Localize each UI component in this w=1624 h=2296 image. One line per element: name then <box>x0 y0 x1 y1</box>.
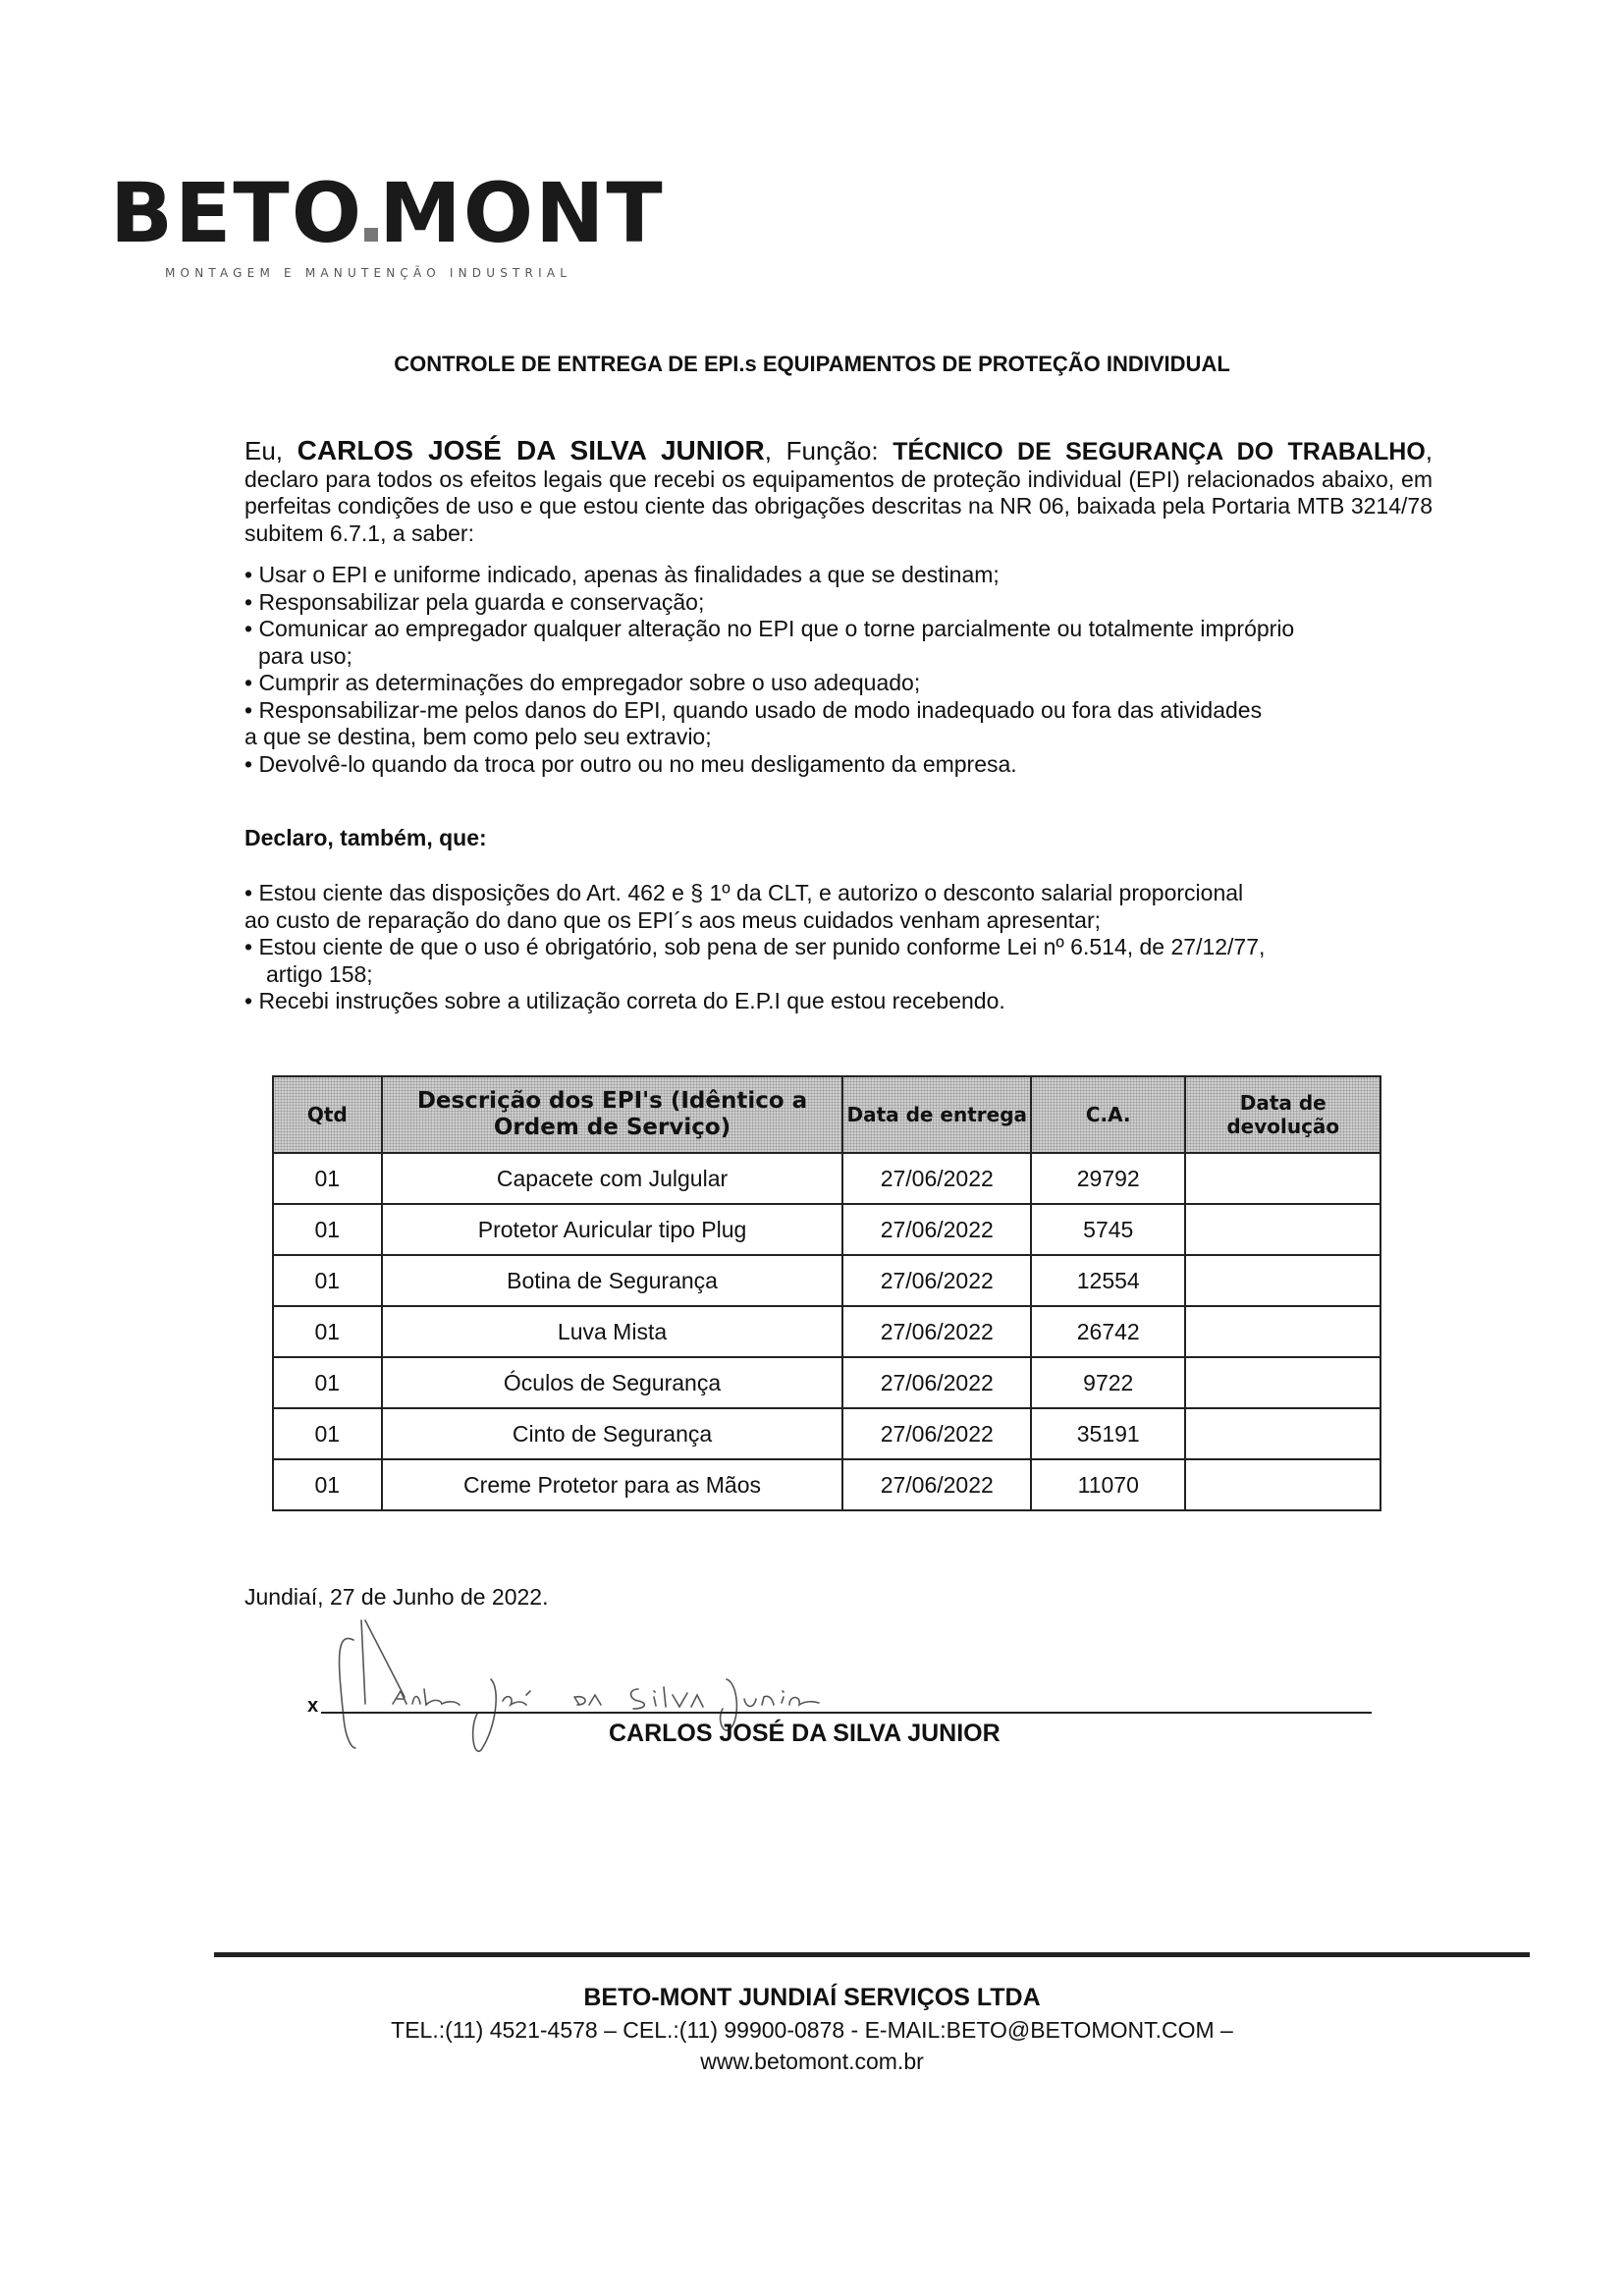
signatory-name: CARLOS JOSÉ DA SILVA JUNIOR <box>609 1720 1001 1747</box>
obligation-item: • Cumprir as determinações do empregador sobre o uso adequado; <box>244 670 921 695</box>
intro-eu: Eu, <box>244 436 298 465</box>
header-delivery-date: Data de entrega <box>842 1076 1031 1153</box>
cell-return-date <box>1185 1255 1380 1306</box>
cell-return-date <box>1185 1153 1380 1204</box>
signature-line <box>321 1712 1372 1714</box>
cell-ca: 5745 <box>1031 1204 1185 1255</box>
footer-divider <box>214 1952 1530 1957</box>
cell-delivery-date: 27/06/2022 <box>842 1153 1031 1204</box>
cell-qtd: 01 <box>273 1255 382 1306</box>
obligation-item: • Responsabilizar pela guarda e conservação; <box>244 588 705 615</box>
cell-ca: 29792 <box>1031 1153 1185 1204</box>
employee-role: TÉCNICO DE SEGURANÇA DO TRABALHO <box>893 438 1426 465</box>
obligation-item: • Responsabilizar-me pelos danos do EPI, quando usado de modo inadequado ou fora das atividades <box>244 696 1263 723</box>
cell-description: Óculos de Segurança <box>382 1357 843 1408</box>
obligation-item-continuation: para uso; <box>258 642 352 669</box>
employee-name: CARLOS JOSÉ DA SILVA JUNIOR <box>297 435 765 465</box>
intro-paragraph <box>244 437 1433 547</box>
logo-text-right: MONT <box>379 165 665 261</box>
obligation-item: • Comunicar ao empregador qualquer alteração no EPI que o torne parcialmente ou totalmente impróprio <box>244 616 1295 641</box>
obligation-item: • Devolvê-lo quando da troca por outro ou no meu desligamento da empresa. <box>244 750 1017 777</box>
cell-return-date <box>1185 1204 1380 1255</box>
logo-dot-icon <box>364 228 378 242</box>
company-logo <box>110 165 665 261</box>
declaro-item: • Estou ciente das disposições do Art. 462 e § 1º da CLT, e autorizo o desconto salarial proporcional <box>244 880 1244 905</box>
obligations-list <box>244 562 1452 778</box>
cell-qtd: 01 <box>273 1357 382 1408</box>
obligation-item: • Usar o EPI e uniforme indicado, apenas às finalidades a que se destinam; <box>244 562 1000 587</box>
cell-description: Luva Mista <box>382 1306 843 1357</box>
cell-ca: 12554 <box>1031 1255 1185 1306</box>
cell-delivery-date: 27/06/2022 <box>842 1306 1031 1357</box>
intro-text: declaro para todos os efeitos legais que recebi os equipamentos de proteção individual (EPI) relacionados abaixo, em perfeitas condições de uso e que estou ciente das obrigações descritas na NR 06, baixada pela Portaria MTB 3214/78 subitem 6.7.1, a saber: <box>244 465 1433 546</box>
cell-ca: 35191 <box>1031 1408 1185 1459</box>
cell-qtd: 01 <box>273 1459 382 1510</box>
cell-qtd: 01 <box>273 1153 382 1204</box>
cell-delivery-date: 27/06/2022 <box>842 1357 1031 1408</box>
footer-contact-info: TEL.:(11) 4521-4578 – CEL.:(11) 99900-0878 - E-MAIL:BETO@BETOMONT.COM – <box>391 2017 1233 2043</box>
document-title: CONTROLE DE ENTREGA DE EPI.s EQUIPAMENTOS DE PROTEÇÃO INDIVIDUAL <box>394 352 1230 376</box>
obligation-item-continuation: a que se destina, bem como pelo seu extravio; <box>244 724 712 749</box>
table-row <box>273 1306 1380 1357</box>
logo-text-left: BETO <box>110 165 364 261</box>
footer-website: www.betomont.com.br <box>700 2049 924 2074</box>
declaro-item: • Recebi instruções sobre a utilização correta do E.P.I que estou recebendo. <box>244 988 1005 1013</box>
cell-qtd: 01 <box>273 1306 382 1357</box>
table-row <box>273 1204 1380 1255</box>
cell-description: Creme Protetor para as Mãos <box>382 1459 843 1510</box>
header-description: Descrição dos EPI's (Idêntico a Ordem de Serviço) <box>382 1076 843 1153</box>
intro-comma: , <box>1425 436 1433 465</box>
epi-table <box>272 1075 1381 1511</box>
cell-delivery-date: 27/06/2022 <box>842 1255 1031 1306</box>
table-row <box>273 1357 1380 1408</box>
declaro-item-continuation: ao custo de reparação do dano que os EPI´s aos meus cuidados venham apresentar; <box>244 906 1101 933</box>
cell-description: Capacete com Julgular <box>382 1153 843 1204</box>
cell-delivery-date: 27/06/2022 <box>842 1204 1031 1255</box>
logo-tagline: MONTAGEM E MANUTENÇÃO INDUSTRIAL <box>165 266 572 280</box>
header-qtd: Qtd <box>273 1076 382 1153</box>
table-header-row <box>273 1076 1380 1153</box>
cell-delivery-date: 27/06/2022 <box>842 1408 1031 1459</box>
footer-company-name: BETO-MONT JUNDIAÍ SERVIÇOS LTDA <box>583 1984 1041 2011</box>
cell-ca: 9722 <box>1031 1357 1185 1408</box>
declaro-heading: Declaro, também, que: <box>244 825 487 850</box>
cell-return-date <box>1185 1408 1380 1459</box>
cell-ca: 11070 <box>1031 1459 1185 1510</box>
cell-return-date <box>1185 1306 1380 1357</box>
cell-ca: 26742 <box>1031 1306 1185 1357</box>
table-row <box>273 1255 1380 1306</box>
declaro-item-continuation: artigo 158; <box>266 960 373 987</box>
declaro-item: • Estou ciente de que o uso é obrigatório, sob pena de ser punido conforme Lei nº 6.514, de 27/12/77, <box>244 934 1266 959</box>
cell-description: Cinto de Segurança <box>382 1408 843 1459</box>
place-and-date: Jundiaí, 27 de Junho de 2022. <box>244 1584 549 1610</box>
cell-qtd: 01 <box>273 1204 382 1255</box>
table-row <box>273 1459 1380 1510</box>
signature-x-mark: x <box>307 1695 319 1717</box>
cell-description: Botina de Segurança <box>382 1255 843 1306</box>
cell-description: Protetor Auricular tipo Plug <box>382 1204 843 1255</box>
declaro-list <box>244 880 1452 1015</box>
cell-delivery-date: 27/06/2022 <box>842 1459 1031 1510</box>
table-row <box>273 1408 1380 1459</box>
table-row <box>273 1153 1380 1204</box>
header-ca: C.A. <box>1031 1076 1185 1153</box>
header-return-date: Data de devolução <box>1185 1076 1380 1153</box>
cell-return-date <box>1185 1357 1380 1408</box>
funcao-label: , Função: <box>764 436 893 465</box>
cell-return-date <box>1185 1459 1380 1510</box>
cell-qtd: 01 <box>273 1408 382 1459</box>
